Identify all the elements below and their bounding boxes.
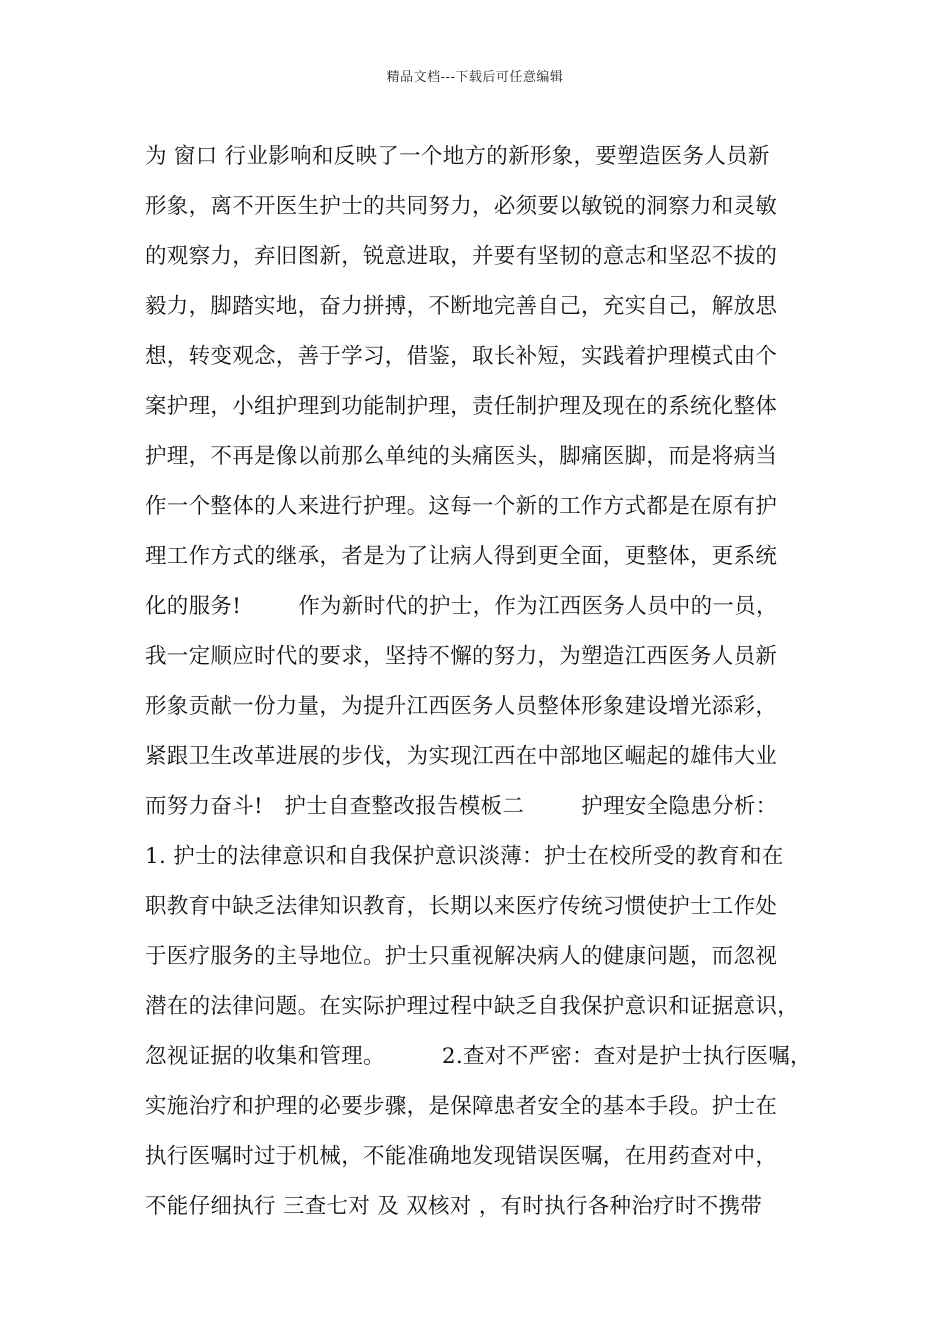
text-line: 而努力奋斗! 护士自查整改报告模板二 护理安全隐患分析： [145, 794, 778, 819]
text-line: 紧跟卫生改革进展的步伐，为实现江西在中部地区崛起的雄伟大业 [145, 744, 778, 769]
document-body [145, 132, 825, 1232]
text-line: 职教育中缺乏法律知识教育，长期以来医疗传统习惯使护士工作处 [145, 894, 778, 919]
text-line: 1. 护士的法律意识和自我保护意识淡薄：护士在校所受的教育和在 [145, 844, 784, 869]
text-line: 形象，离不开医生护士的共同努力，必须要以敏锐的洞察力和灵敏 [145, 194, 778, 219]
text-line: 形象贡献一份力量，为提升江西医务人员整体形象建设增光添彩， [145, 694, 778, 719]
text-line: 理工作方式的继承，者是为了让病人得到更全面，更整体，更系统 [145, 544, 778, 569]
text-line: 我一定顺应时代的要求，坚持不懈的努力，为塑造江西医务人员新 [145, 644, 778, 669]
text-line: 为 窗口 行业影响和反映了一个地方的新形象，要塑造医务人员新 [145, 144, 770, 169]
text-line: 忽视证据的收集和管理。 2.查对不严密：查对是护士执行医嘱， [145, 1044, 812, 1069]
text-line: 执行医嘱时过于机械，不能准确地发现错误医嘱，在用药查对中， [145, 1144, 778, 1169]
text-line: 想，转变观念，善于学习，借鉴，取长补短，实践着护理模式由个 [145, 344, 778, 369]
text-line: 毅力，脚踏实地，奋力拼搏，不断地完善自己，充实自己，解放思 [145, 294, 778, 319]
text-line: 的观察力，弃旧图新，锐意进取，并要有坚韧的意志和坚忍不拔的 [145, 244, 778, 269]
text-line: 于医疗服务的主导地位。护士只重视解决病人的健康问题，而忽视 [145, 944, 778, 969]
text-line: 实施治疗和护理的必要步骤，是保障患者安全的基本手段。护士在 [145, 1094, 778, 1119]
text-line: 案护理，小组护理到功能制护理，责任制护理及现在的系统化整体 [145, 394, 778, 419]
text-line: 潜在的法律问题。在实际护理过程中缺乏自我保护意识和证据意识， [145, 994, 800, 1019]
text-line: 作一个整体的人来进行护理。这每一个新的工作方式都是在原有护 [145, 494, 778, 519]
text-line: 护理，不再是像以前那么单纯的头痛医头，脚痛医脚，而是将病当 [145, 444, 778, 469]
text-line: 化的服务! 作为新时代的护士，作为江西医务人员中的一员， [145, 594, 778, 619]
text-line: 不能仔细执行 三查七对 及 双核对 ，有时执行各种治疗时不携带 [145, 1194, 763, 1219]
page-header: 精品文档---下载后可任意编辑 [386, 70, 564, 85]
